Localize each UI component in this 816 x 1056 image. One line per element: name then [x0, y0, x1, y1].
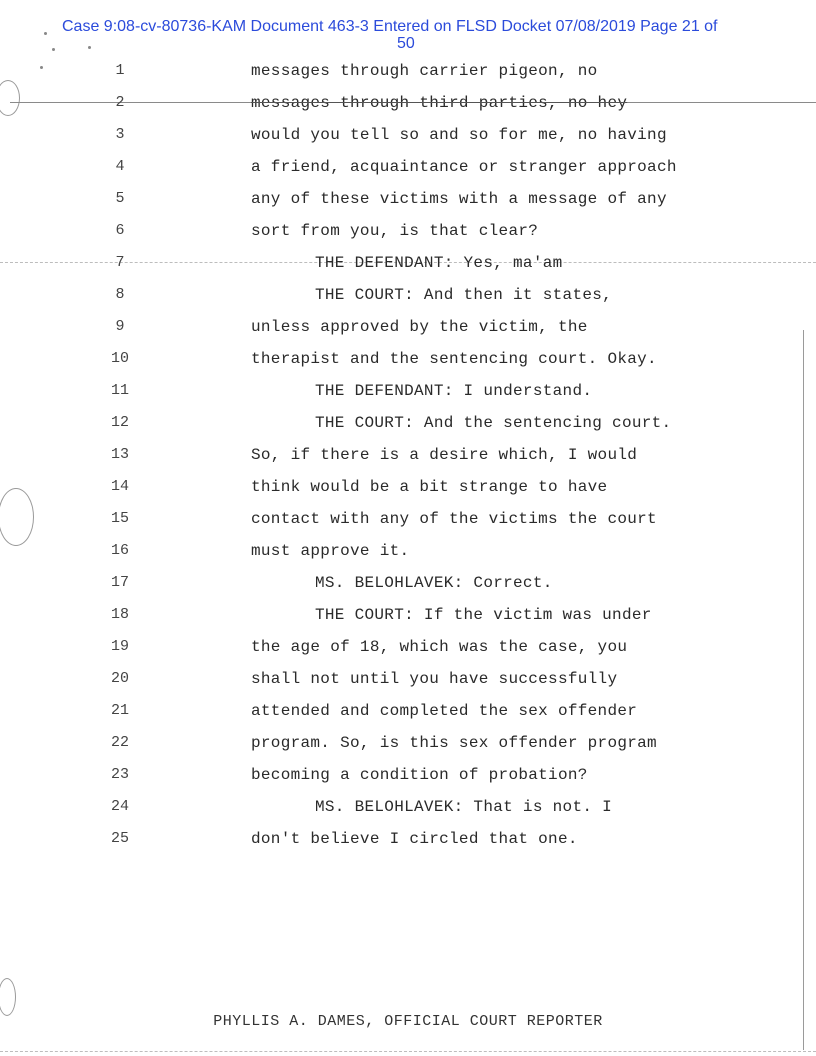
- line-number: 7: [115, 254, 125, 271]
- scan-rule: [0, 1051, 816, 1052]
- line-number: 10: [110, 350, 129, 367]
- line-number: 13: [110, 446, 129, 463]
- line-text: messages through third parties, no hey: [251, 94, 628, 112]
- line-text: becoming a condition of probation?: [251, 766, 588, 784]
- line-number: 14: [110, 478, 129, 495]
- line-text: don't believe I circled that one.: [251, 830, 578, 848]
- transcript-line: [0, 343, 816, 375]
- transcript-line: [0, 535, 816, 567]
- line-text: attended and completed the sex offender: [251, 702, 638, 720]
- transcript-line: [0, 439, 816, 471]
- transcript-line: [0, 791, 816, 823]
- line-number: 19: [110, 638, 129, 655]
- line-text: MS. BELOHLAVEK: That is not. I: [315, 798, 613, 816]
- line-number: 22: [110, 734, 129, 751]
- line-number: 24: [110, 798, 129, 815]
- line-text: So, if there is a desire which, I would: [251, 446, 638, 464]
- transcript-line: [0, 471, 816, 503]
- line-text: MS. BELOHLAVEK: Correct.: [315, 574, 553, 592]
- line-number: 8: [115, 286, 125, 303]
- line-text: shall not until you have successfully: [251, 670, 618, 688]
- transcript-line: [0, 151, 816, 183]
- transcript-line: [0, 759, 816, 791]
- line-text: THE COURT: If the victim was under: [315, 606, 652, 624]
- line-number: 5: [115, 190, 125, 207]
- line-number: 3: [115, 126, 125, 143]
- transcript-line: [0, 823, 816, 855]
- line-text: THE COURT: And then it states,: [315, 286, 613, 304]
- line-number: 15: [110, 510, 129, 527]
- line-text: THE DEFENDANT: Yes, ma'am: [315, 254, 563, 272]
- line-number: 20: [110, 670, 129, 687]
- line-number: 9: [115, 318, 125, 335]
- transcript-line: [0, 119, 816, 151]
- transcript-line: [0, 727, 816, 759]
- ecf-header-line1: Case 9:08-cv-80736-KAM Document 463-3 Entered on FLSD Docket 07/08/2019 Page 21 of: [62, 18, 718, 35]
- line-text: therapist and the sentencing court. Okay.: [251, 350, 657, 368]
- line-number: 4: [115, 158, 125, 175]
- transcript-line: [0, 183, 816, 215]
- line-number: 12: [110, 414, 129, 431]
- court-reporter-footer: PHYLLIS A. DAMES, OFFICIAL COURT REPORTER: [213, 1013, 603, 1030]
- scan-speck: [88, 46, 91, 49]
- line-text: unless approved by the victim, the: [251, 318, 588, 336]
- line-number: 1: [115, 62, 125, 79]
- line-number: 23: [110, 766, 129, 783]
- line-text: any of these victims with a message of any: [251, 190, 667, 208]
- line-text: THE COURT: And the sentencing court.: [315, 414, 672, 432]
- transcript-line: [0, 599, 816, 631]
- line-number: 16: [110, 542, 129, 559]
- line-number: 21: [110, 702, 129, 719]
- transcript-line: [0, 311, 816, 343]
- line-text: a friend, acquaintance or stranger approach: [251, 158, 677, 176]
- transcript-line: [0, 55, 816, 87]
- transcript-line: [0, 503, 816, 535]
- transcript-line: [0, 663, 816, 695]
- line-text: THE DEFENDANT: I understand.: [315, 382, 593, 400]
- line-text: sort from you, is that clear?: [251, 222, 539, 240]
- transcript-line: [0, 567, 816, 599]
- line-number: 18: [110, 606, 129, 623]
- line-number: 2: [115, 94, 125, 111]
- scan-speck: [44, 32, 47, 35]
- transcript-line: [0, 215, 816, 247]
- transcript-line: [0, 695, 816, 727]
- line-text: messages through carrier pigeon, no: [251, 62, 598, 80]
- line-number: 11: [110, 382, 129, 399]
- line-number: 25: [110, 830, 129, 847]
- ecf-header-line2: 50: [397, 35, 415, 52]
- line-number: 17: [110, 574, 129, 591]
- transcript-line: [0, 631, 816, 663]
- line-text: think would be a bit strange to have: [251, 478, 608, 496]
- ecf-header: [62, 18, 782, 52]
- transcript-line: [0, 407, 816, 439]
- line-number: 6: [115, 222, 125, 239]
- line-text: the age of 18, which was the case, you: [251, 638, 628, 656]
- transcript-line: [0, 87, 816, 119]
- line-text: contact with any of the victims the court: [251, 510, 657, 528]
- line-text: program. So, is this sex offender program: [251, 734, 657, 752]
- transcript-line: [0, 279, 816, 311]
- transcript-line: [0, 247, 816, 279]
- scan-speck: [52, 48, 55, 51]
- line-text: would you tell so and so for me, no having: [251, 126, 667, 144]
- line-text: must approve it.: [251, 542, 410, 560]
- transcript-line: [0, 375, 816, 407]
- binder-hole-bottom: [0, 978, 16, 1016]
